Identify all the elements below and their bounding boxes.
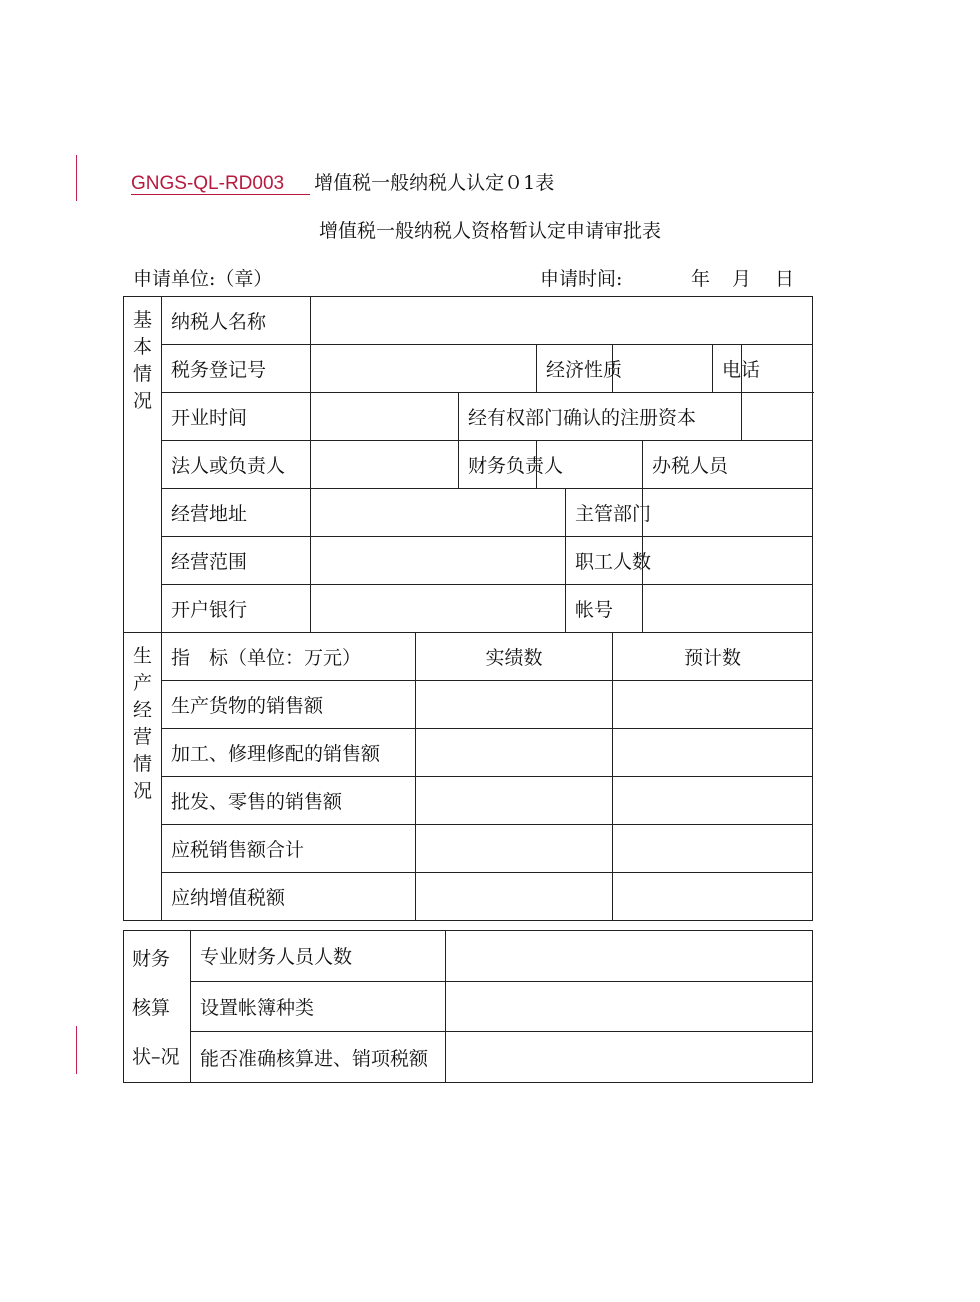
applicant-unit-label: 申请单位:（章）: [133, 268, 273, 290]
header-actual: 实绩数: [416, 633, 613, 681]
label-business-address: 经营地址: [162, 489, 311, 537]
field-legal-person[interactable]: [311, 441, 459, 489]
row-label-taxable-sales-total: 应税销售额合计: [162, 825, 416, 873]
label-registered-capital: 经有权部门确认的注册资本: [459, 393, 742, 441]
field-tax-reg-no[interactable]: [311, 345, 537, 393]
field-supervisor-dept[interactable]: [643, 489, 813, 537]
form-name: 增值税一般纳税人认定０1表: [314, 172, 555, 194]
row-label-wholesale-sales: 批发、零售的销售额: [162, 777, 416, 825]
field-registered-capital[interactable]: [742, 393, 813, 441]
finance-table: [123, 930, 813, 1083]
row-label-processing-sales: 加工、修理修配的销售额: [162, 729, 416, 777]
field-employee-count[interactable]: [643, 537, 813, 585]
label-business-scope: 经营范围: [162, 537, 311, 585]
application-table: [123, 296, 813, 921]
field-vat-payable-forecast[interactable]: [613, 873, 813, 921]
field-opening-time[interactable]: [311, 393, 459, 441]
label-employee-count: 职工人数: [566, 537, 643, 585]
field-vat-payable-actual[interactable]: [416, 873, 613, 921]
header-indicator: 指 标（单位：万元）: [162, 633, 416, 681]
label-opening-time: 开业时间: [162, 393, 311, 441]
page-title: 增值税一般纳税人资格暂认定申请审批表: [318, 220, 661, 242]
field-economic-nature[interactable]: [613, 345, 713, 393]
form-header: [131, 168, 554, 195]
form-code: GNGS-QL-RD003: [131, 173, 310, 195]
day-label: 日: [775, 268, 795, 290]
label-finance-head: 财务负责人: [459, 441, 537, 489]
field-ledger-types[interactable]: [446, 981, 813, 1032]
label-taxpayer-name: 纳税人名称: [162, 297, 311, 345]
label-phone: 电话: [713, 345, 742, 393]
label-account-no: 帐号: [566, 585, 643, 633]
field-taxable-sales-total-forecast[interactable]: [613, 825, 813, 873]
margin-mark-top: [76, 155, 77, 201]
field-wholesale-sales-forecast[interactable]: [613, 777, 813, 825]
label-ledger-types: 设置帐簿种类: [191, 981, 446, 1032]
margin-mark-bottom: [76, 1026, 77, 1074]
field-business-address[interactable]: [311, 489, 566, 537]
section-basic-info: 基本情况: [124, 297, 162, 633]
field-bank[interactable]: [311, 585, 566, 633]
field-business-scope[interactable]: [311, 537, 566, 585]
field-finance-staff-count[interactable]: [446, 931, 813, 982]
field-taxable-sales-total-actual[interactable]: [416, 825, 613, 873]
month-label: 月: [732, 268, 752, 290]
label-accurate-accounting: 能否准确核算进、销项税额: [191, 1032, 446, 1083]
field-processing-sales-forecast[interactable]: [613, 729, 813, 777]
field-goods-sales-actual[interactable]: [416, 681, 613, 729]
label-bank: 开户银行: [162, 585, 311, 633]
row-label-goods-sales: 生产货物的销售额: [162, 681, 416, 729]
year-label: 年: [691, 268, 711, 290]
label-economic-nature: 经济性质: [537, 345, 613, 393]
label-finance-staff-count: 专业财务人员人数: [191, 931, 446, 982]
field-goods-sales-forecast[interactable]: [613, 681, 813, 729]
apply-time-label: 申请时间:: [540, 268, 623, 290]
section-finance: 财务 核算 状–况: [124, 931, 191, 1083]
field-wholesale-sales-actual[interactable]: [416, 777, 613, 825]
label-supervisor-dept: 主管部门: [566, 489, 643, 537]
label-tax-reg-no: 税务登记号: [162, 345, 311, 393]
label-tax-staff: 办税人员: [643, 441, 813, 489]
section-production: 生产经营情况: [124, 633, 162, 921]
field-accurate-accounting[interactable]: [446, 1032, 813, 1083]
header-forecast: 预计数: [613, 633, 813, 681]
row-label-vat-payable: 应纳增值税额: [162, 873, 416, 921]
field-taxpayer-name[interactable]: [311, 297, 813, 345]
field-processing-sales-actual[interactable]: [416, 729, 613, 777]
label-legal-person: 法人或负责人: [162, 441, 311, 489]
field-account-no[interactable]: [643, 585, 813, 633]
